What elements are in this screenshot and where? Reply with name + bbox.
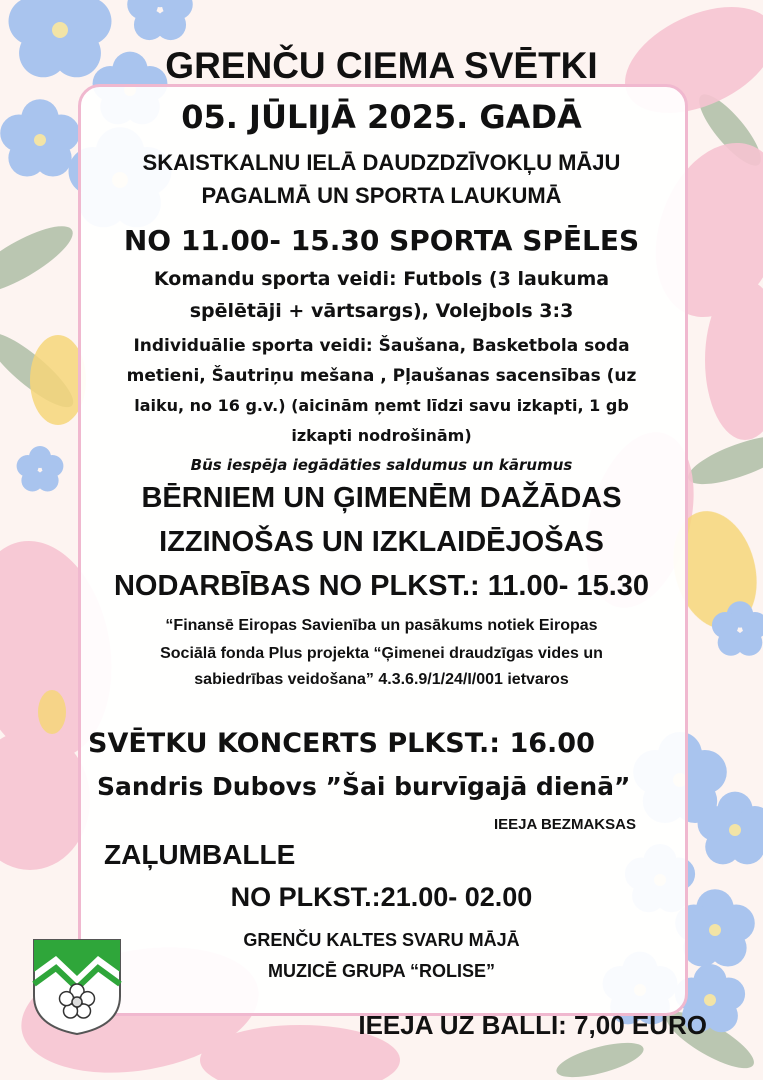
sweets-note: Būs iespēja iegādāties saldumus un kārumus — [190, 456, 573, 474]
municipality-coat-of-arms-icon — [32, 938, 122, 1036]
ball-venue: GRENČU KALTES SVARU MĀJĀ — [243, 930, 520, 950]
event-title: GRENČU CIEMA SVĒTKI — [165, 45, 598, 86]
sports-heading: NO 11.00- 15.30 SPORTA SPĒLES — [123, 224, 640, 257]
ball-heading: ZAĻUMBALLE — [104, 839, 296, 870]
individual-sports-line-4: izkapti nodrošinām) — [291, 426, 472, 445]
family-line-1: BĒRNIEM UN ĢIMENĒM DAŽĀDAS — [141, 482, 622, 514]
team-sports-line-2: spēlētāji + vārtsargs), Volejbols 3:3 — [189, 300, 574, 322]
funding-line-1: “Finansē Eiropas Savienība un pasākums notiek Eiropas — [165, 617, 598, 634]
team-sports-line-1: Komandu sporta veidi: Futbols (3 laukuma — [153, 268, 610, 290]
family-line-2: IZZINOŠAS UN IZKLAIDĒJOŠAS — [159, 526, 604, 558]
concert-entry: IEEJA BEZMAKSAS — [494, 816, 636, 833]
individual-sports-line-1: Individuālie sporta veidi: Šaušana, Basketbola soda — [133, 336, 630, 356]
funding-line-3: sabiedrības veidošana” 4.3.6.9/1/24/I/001 ietvaros — [194, 671, 569, 688]
location-line-1: SKAISTKALNU IELĀ DAUDZDZĪVOKĻU MĀJU — [142, 150, 621, 175]
family-line-3: NODARBĪBAS NO PLKST.: 11.00- 15.30 — [113, 570, 650, 602]
individual-sports-line-2: metieni, Šautriņu mešana , Pļaušanas sacensības (uz — [126, 366, 637, 386]
funding-line-2: Sociālā fonda Plus projekta “Ģimenei draudzīgas vides un — [160, 645, 603, 662]
event-date: 05. JŪLIJĀ 2025. GADĀ — [181, 98, 582, 136]
location-line-2: PAGALMĀ UN SPORTA LAUKUMĀ — [201, 183, 562, 208]
concert-performer: Sandris Dubovs ”Šai burvīgajā dienā” — [97, 772, 631, 801]
concert-heading: SVĒTKU KONCERTS PLKST.: 16.00 — [88, 728, 595, 759]
ball-time: NO PLKST.:21.00- 02.00 — [230, 882, 533, 912]
ball-entry-price: IEEJA UZ BALLI: 7,00 EURO — [358, 1010, 707, 1040]
individual-sports-line-3: laiku, no 16 g.v.) (aicinām ņemt līdzi savu izkapti, 1 gb — [134, 396, 629, 415]
ball-music: MUZICĒ GRUPA “ROLISE” — [267, 961, 495, 981]
